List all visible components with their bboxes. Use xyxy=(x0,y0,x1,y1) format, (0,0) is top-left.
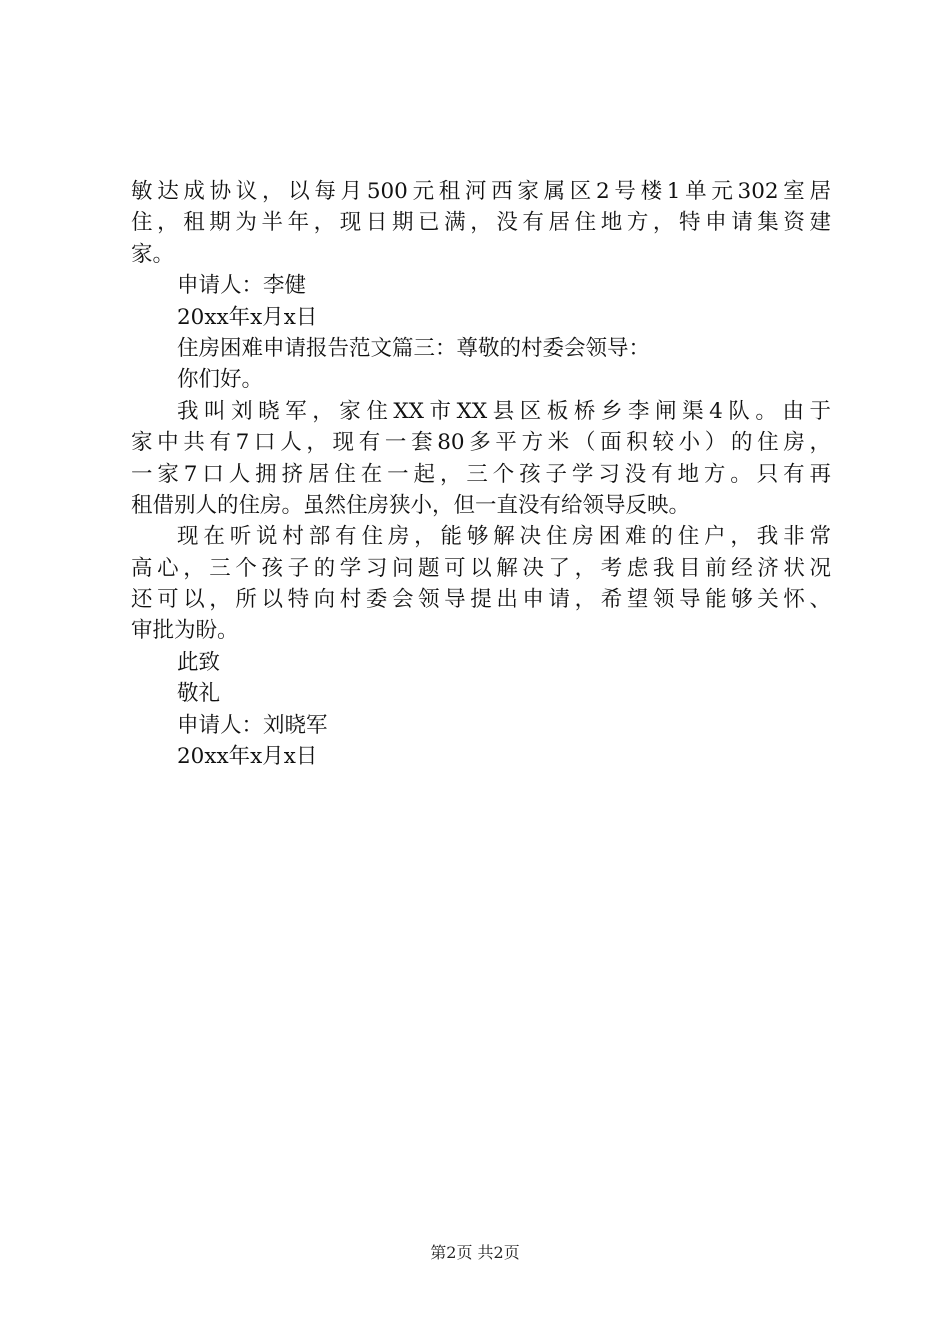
body-line: 敏达成协议，以每月500元租河西家属区2号楼1单元302室居 xyxy=(131,179,831,204)
body-line: 住，租期为半年，现日期已满，没有居住地方，特申请集资建 xyxy=(131,210,831,236)
date-line: 20xx年x月x日 xyxy=(177,744,318,770)
body-line: 现在听说村部有住房，能够解决住房困难的住户，我非常 xyxy=(177,524,831,550)
body-line: 家中共有7口人，现有一套80多平方米（面积较小）的住房， xyxy=(131,430,831,456)
applicant-line: 申请人：李健 xyxy=(177,273,307,299)
document-body xyxy=(131,176,831,772)
body-line: 家。 xyxy=(131,241,175,267)
body-line: 一家7口人拥挤居住在一起，三个孩子学习没有地方。只有再 xyxy=(131,461,831,487)
page-number: 第2页 共2页 xyxy=(430,1243,520,1262)
body-line: 租借别人的住房。虽然住房狭小，但一直没有给领导反映。 xyxy=(131,492,691,518)
body-line: 我叫刘晓军，家住XX市XX县区板桥乡李闸渠4队。由于 xyxy=(177,398,831,424)
closing-line: 此致 xyxy=(177,649,221,675)
greeting-line: 你们好。 xyxy=(177,367,264,393)
body-line: 审批为盼。 xyxy=(131,618,239,644)
closing-line: 敬礼 xyxy=(177,681,221,707)
date-line: 20xx年x月x日 xyxy=(177,304,318,330)
section-heading: 住房困难申请报告范文篇三：尊敬的村委会领导： xyxy=(177,335,651,361)
body-line: 还可以，所以特向村委会领导提出申请，希望领导能够关怀、 xyxy=(131,587,831,613)
applicant-line: 申请人：刘晓军 xyxy=(177,712,328,738)
body-line: 高心，三个孩子的学习问题可以解决了，考虑我目前经济状况 xyxy=(131,555,831,581)
